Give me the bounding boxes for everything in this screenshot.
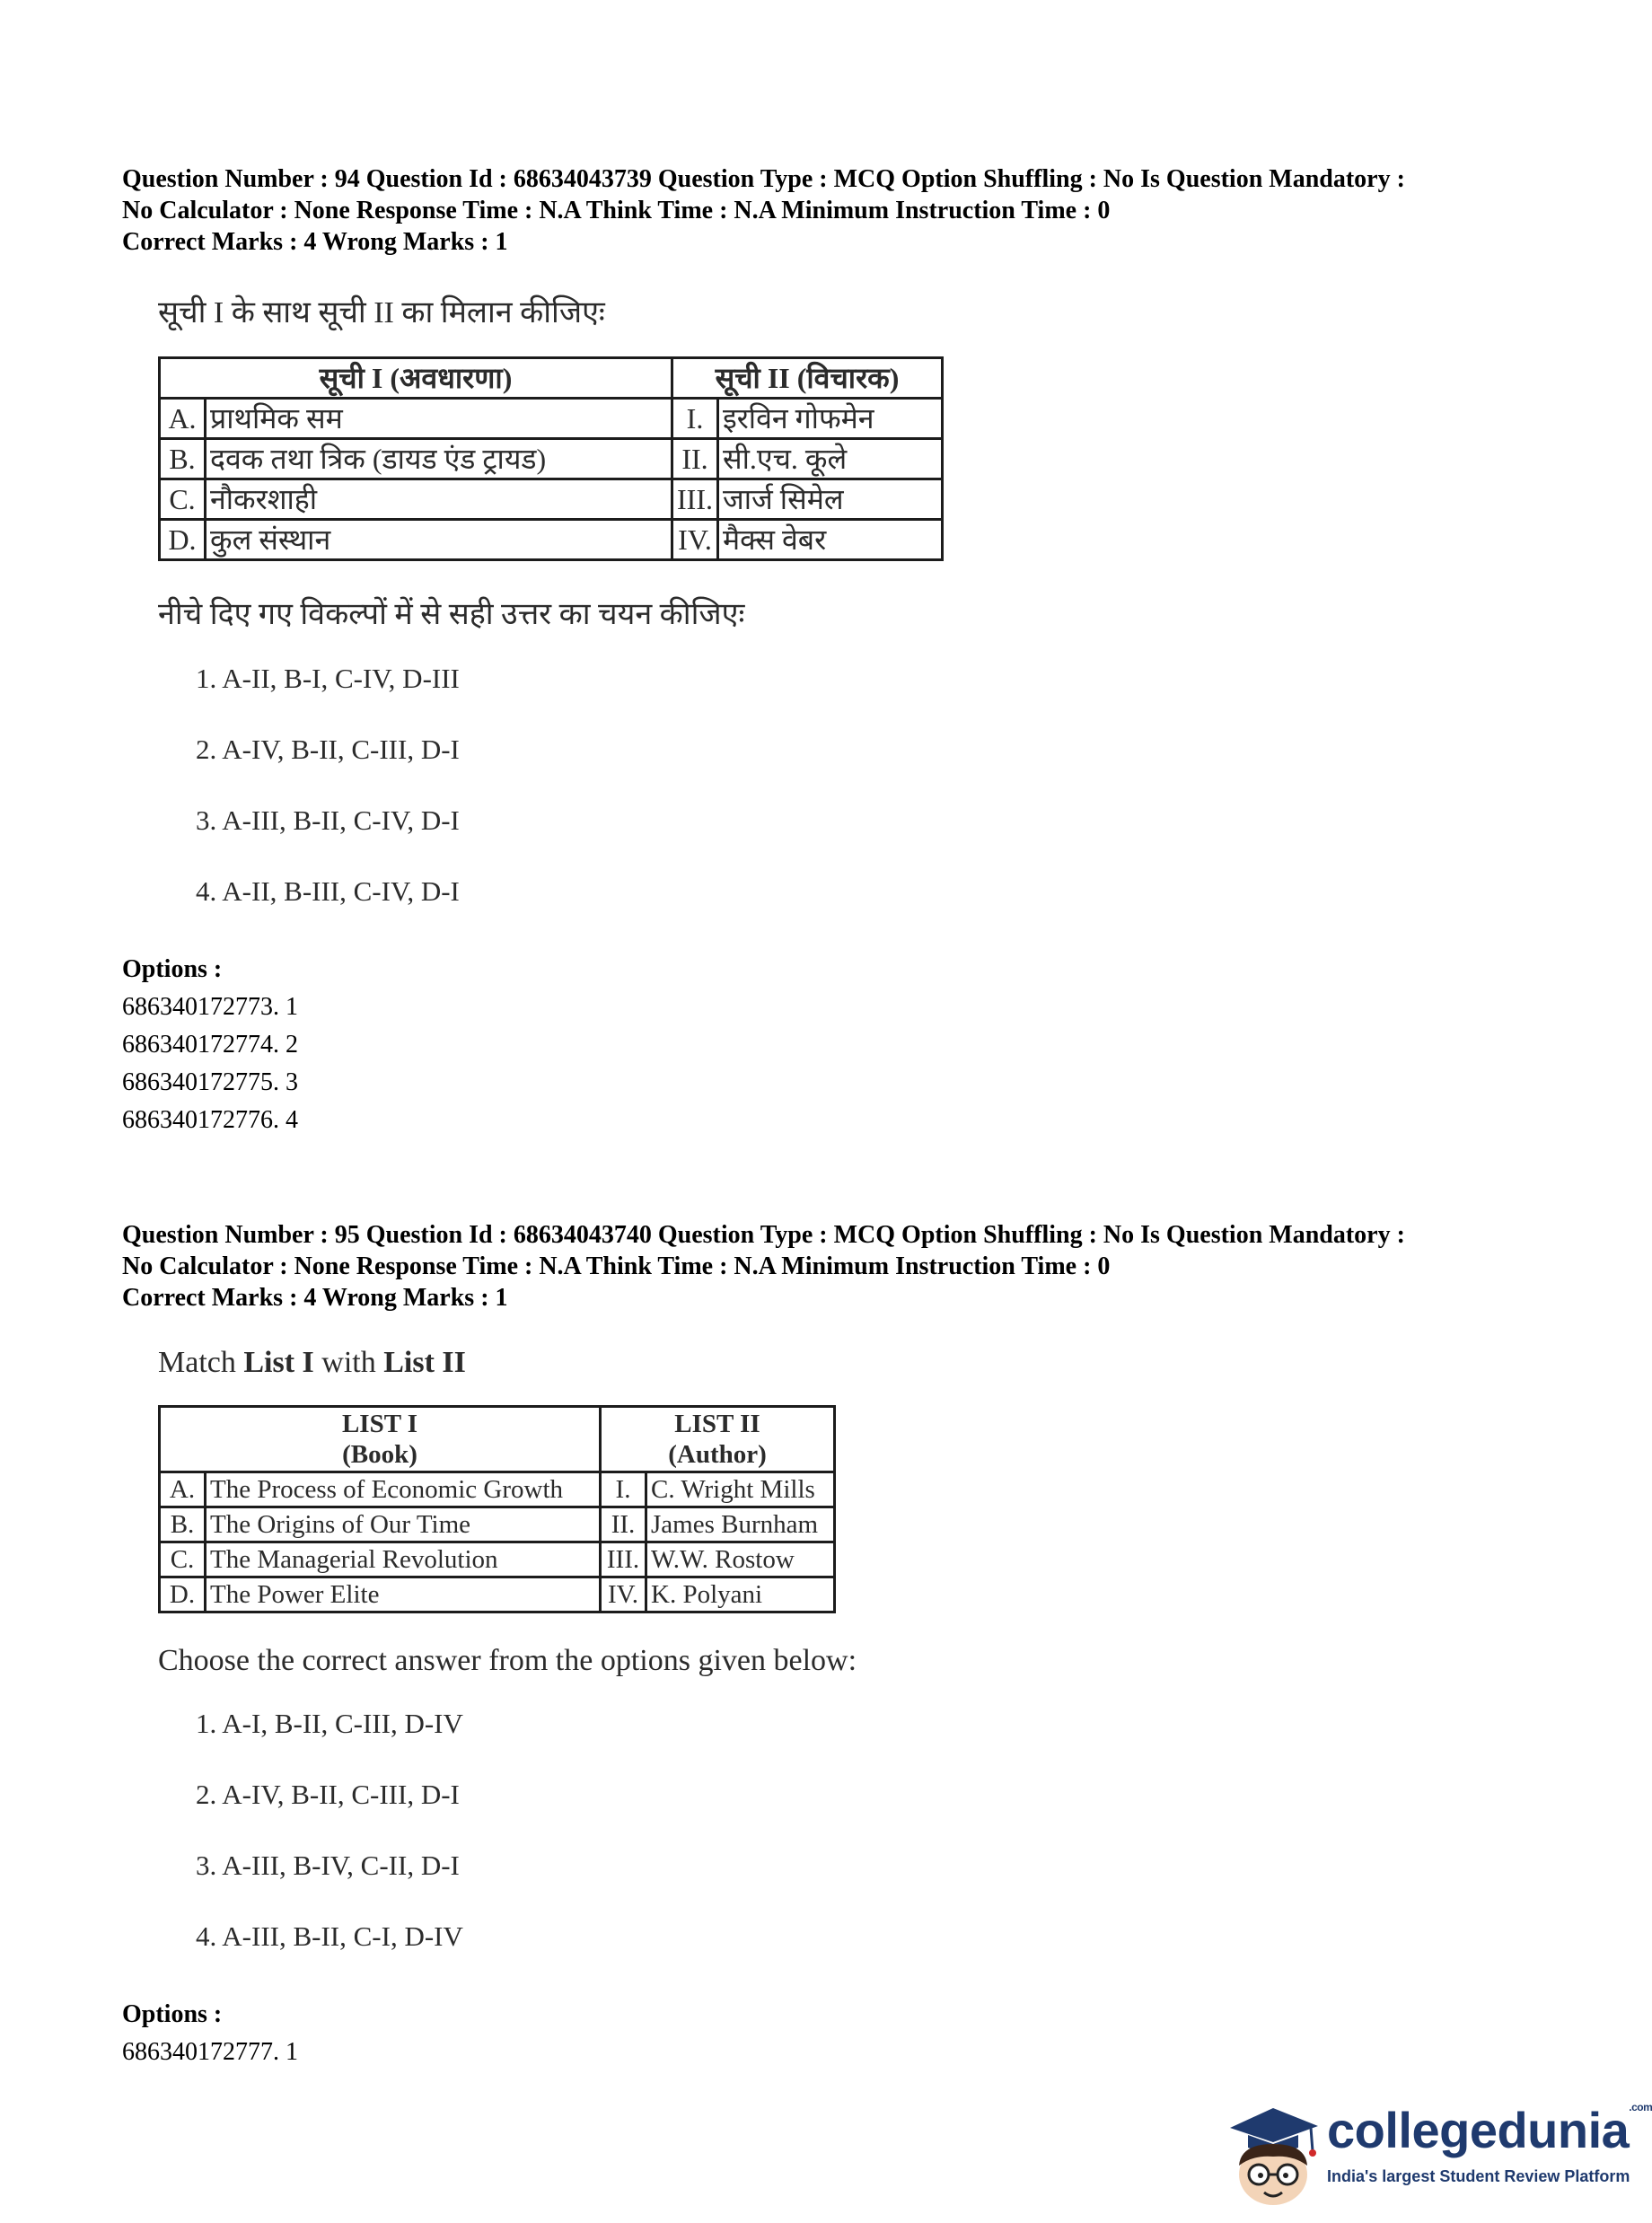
collegedunia-logo[interactable]: [1221, 2092, 1652, 2218]
choose-instruction: नीचे दिए गए विकल्पों में से सही उत्तर का चयन कीजिएः: [158, 598, 745, 631]
row-label: IV.: [601, 1577, 646, 1612]
row-label: B.: [160, 1507, 206, 1542]
question-image: [158, 290, 1559, 942]
question-prompt: सूची I के साथ सूची II का मिलान कीजिएः: [158, 296, 605, 329]
question-prompt: [158, 1346, 1559, 1380]
marks-line: Correct Marks : 4 Wrong Marks : 1: [122, 1284, 508, 1312]
row-label: D.: [160, 1577, 206, 1612]
row-item: प्राथमिक सम: [206, 399, 672, 439]
row-item: दवक तथा त्रिक (डायड एंड ट्रायड): [206, 439, 672, 479]
match-table: [158, 356, 944, 561]
table-row: [160, 1507, 835, 1542]
logo-tagline: India's largest Student Review Platform: [1327, 2167, 1630, 2185]
table-row: [160, 1577, 835, 1612]
prompt-text: with: [313, 1346, 384, 1379]
list-2-header: [601, 1407, 835, 1472]
row-label: I.: [601, 1472, 646, 1507]
question-95: [122, 1219, 1559, 2071]
question-94: [122, 163, 1559, 1139]
row-label: II.: [672, 439, 718, 479]
choice-item: 4. A-III, B-II, C-I, D-IV: [196, 1920, 463, 1952]
list-1-header: [160, 1407, 601, 1472]
option-item: 686340172777. 1: [122, 2038, 298, 2066]
choose-instruction: Choose the correct answer from the options given below:: [158, 1644, 857, 1677]
options-heading: Options :: [122, 2000, 223, 2028]
choice-item: 4. A-II, B-III, C-IV, D-I: [196, 875, 460, 907]
option-item: 686340172774. 2: [122, 1031, 298, 1059]
choice-item: 1. A-II, B-I, C-IV, D-III: [196, 663, 460, 694]
meta-line-2: No Calculator : None Response Time : N.A Think Time : N.A Minimum Instruction Time : 0: [122, 197, 1111, 224]
header-subtitle: (Book): [342, 1440, 417, 1469]
options-list: [122, 1996, 1559, 2071]
row-item: James Burnham: [646, 1507, 835, 1542]
option-item: 686340172776. 4: [122, 1106, 298, 1134]
row-label: C.: [160, 479, 206, 520]
row-label: A.: [160, 399, 206, 439]
prompt-bold: List II: [383, 1346, 466, 1379]
row-label: D.: [160, 520, 206, 560]
table-row: [160, 1472, 835, 1507]
table-row: [160, 399, 943, 439]
question-image: [158, 1346, 1559, 1987]
meta-line-1: Question Number : 95 Question Id : 68634043740 Question Type : MCQ Option Shuffling : No Is Question Mandatory :: [122, 1221, 1405, 1249]
header-title: LIST I: [341, 1410, 418, 1438]
choice-item: 3. A-III, B-II, C-IV, D-I: [196, 804, 460, 836]
match-table: [158, 1405, 836, 1613]
choice-item: 2. A-IV, B-II, C-III, D-I: [196, 1779, 460, 1810]
header-subtitle: (Author): [668, 1440, 767, 1469]
row-item: The Process of Economic Growth: [206, 1472, 601, 1507]
logo-suffix: .com: [1629, 2101, 1652, 2113]
header-title: LIST II: [674, 1410, 760, 1438]
row-label: B.: [160, 439, 206, 479]
choice-item: 2. A-IV, B-II, C-III, D-I: [196, 734, 460, 765]
option-item: 686340172773. 1: [122, 993, 298, 1021]
row-item: K. Polyani: [646, 1577, 835, 1612]
list-2-header: सूची II (विचारक): [672, 358, 943, 399]
choice-item: 1. A-I, B-II, C-III, D-IV: [196, 1708, 463, 1739]
prompt-bold: List I: [243, 1346, 314, 1379]
row-label: IV.: [672, 520, 718, 560]
row-label: II.: [601, 1507, 646, 1542]
student-mascot-icon: [1221, 2092, 1320, 2209]
row-item: The Origins of Our Time: [206, 1507, 601, 1542]
row-item: C. Wright Mills: [646, 1472, 835, 1507]
row-item: मैक्स वेबर: [718, 520, 943, 560]
row-label: C.: [160, 1542, 206, 1577]
row-label: I.: [672, 399, 718, 439]
logo-name: collegedunia: [1327, 2102, 1630, 2158]
row-item: सी.एच. कूले: [718, 439, 943, 479]
answer-choices: [196, 658, 1559, 942]
options-list: [122, 951, 1559, 1139]
list-1-header: सूची I (अवधारणा): [160, 358, 672, 399]
row-label: III.: [672, 479, 718, 520]
logo-wordmark: [1327, 2101, 1652, 2159]
meta-line-2: No Calculator : None Response Time : N.A Think Time : N.A Minimum Instruction Time : 0: [122, 1252, 1111, 1280]
marks-line: Correct Marks : 4 Wrong Marks : 1: [122, 228, 508, 256]
options-heading: Options :: [122, 955, 223, 983]
row-item: इरविन गोफमेन: [718, 399, 943, 439]
table-row: [160, 479, 943, 520]
question-meta: [122, 1219, 1559, 1314]
choice-item: 3. A-III, B-IV, C-II, D-I: [196, 1850, 460, 1881]
prompt-text: Match: [158, 1346, 244, 1379]
meta-line-1: Question Number : 94 Question Id : 68634043739 Question Type : MCQ Option Shuffling : No Is Question Mandatory :: [122, 165, 1405, 193]
row-item: The Managerial Revolution: [206, 1542, 601, 1577]
row-item: The Power Elite: [206, 1577, 601, 1612]
row-label: III.: [601, 1542, 646, 1577]
table-row: [160, 439, 943, 479]
row-item: जार्ज सिमेल: [718, 479, 943, 520]
table-row: [160, 520, 943, 560]
row-item: नौकरशाही: [206, 479, 672, 520]
question-meta: [122, 163, 1559, 258]
row-item: कुल संस्थान: [206, 520, 672, 560]
table-row: [160, 1542, 835, 1577]
option-item: 686340172775. 3: [122, 1068, 298, 1096]
row-label: A.: [160, 1472, 206, 1507]
answer-choices: [196, 1703, 1559, 1987]
row-item: W.W. Rostow: [646, 1542, 835, 1577]
